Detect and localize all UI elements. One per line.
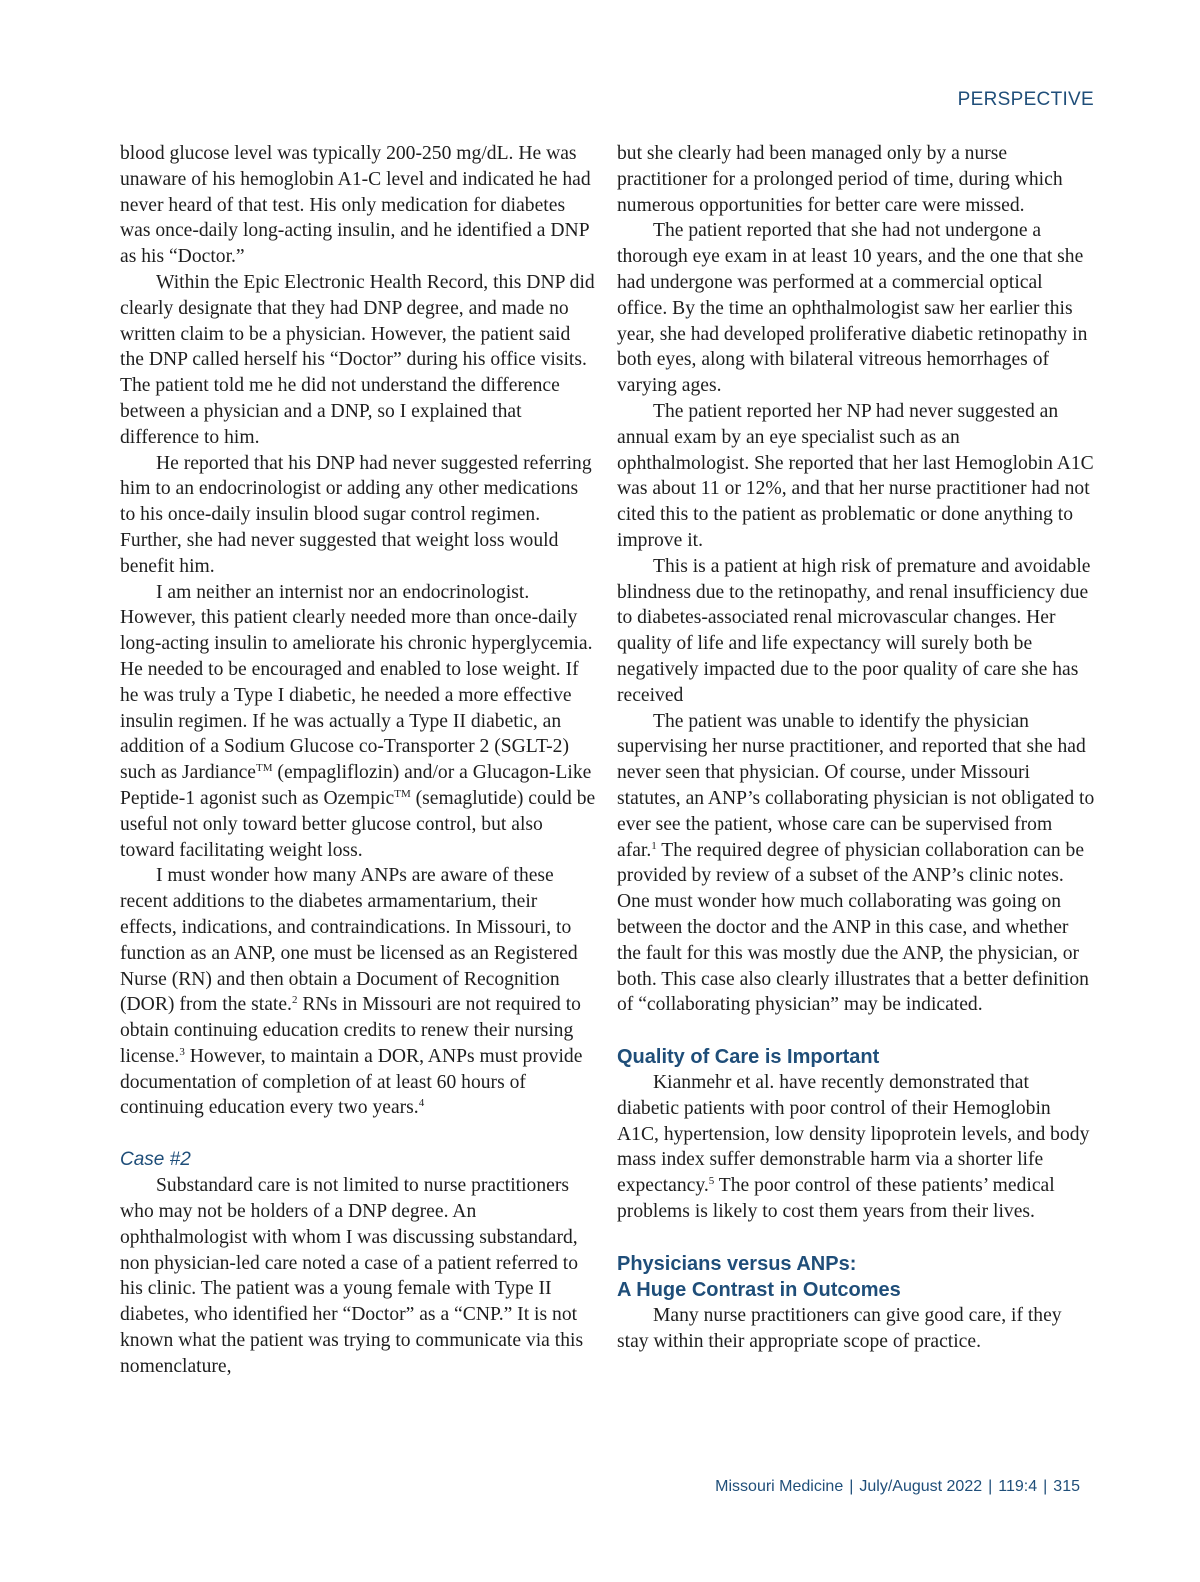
section-heading-quality: Quality of Care is Important — [617, 1046, 880, 1069]
paragraph: The patient reported that she had not undergone a thorough eye exam in at least 10 years, and the one that she had undergone was performed at a commercial optical office. By the time an ophthalmologist saw her earlier this year, she had developed proliferative diabetic retinopathy in both eyes, along with bilateral vitreous hemorrhages of varying ages. — [617, 220, 1088, 397]
reference-marker[interactable]: 1 — [651, 839, 657, 852]
text-run: The required degree of physician collaboration can be provided by review of a subset of the ANP’s clinic notes. One must wonder how much collaborating was going on between the doctor and the ANP in this case, and whether the fault for this was mostly due the ANP, the physician, or both. This case also clearly illustrates that a better definition of “collaborating physician” may be indicated. — [617, 839, 1089, 1016]
paragraph: He reported that his DNP had never suggested referring him to an endocrinologist or adding any other medications to his once-daily insulin blood sugar control regimen. Further, she had never suggested that weight loss would benefit him. — [120, 452, 592, 577]
left-column — [120, 141, 598, 1380]
paragraph — [617, 709, 1095, 1019]
text-run: I must wonder how many ANPs are aware of these recent additions to the diabetes armamentarium, their effects, indications, and contraindications. In Missouri, to function as an ANP, one must be licensed as an Registered Nurse (RN) and then obtain a Document of Recognition (DOR) from the state. — [120, 865, 578, 1016]
text-run: (empagliflozin) and/or a Glucagon-Like Peptide-1 agonist such as Ozempic — [120, 762, 592, 809]
reference-marker[interactable]: 4 — [418, 1097, 425, 1110]
text-run: RNs in Missouri are not required to obtain continuing education credits to renew their nursing license. — [120, 994, 581, 1067]
paragraph — [120, 863, 598, 1121]
footer-separator: | — [849, 1478, 854, 1495]
reference-marker[interactable]: 5 — [708, 1175, 715, 1188]
paragraph — [617, 1070, 1095, 1225]
footer-separator: | — [988, 1478, 993, 1495]
text-run: (semaglutide) could be useful not only toward better glucose control, but also toward facilitating weight loss. — [120, 787, 596, 861]
case-heading: Case #2 — [120, 1149, 191, 1171]
heading-line: Physicians versus ANPs: — [617, 1252, 857, 1275]
paragraph: This is a patient at high risk of premature and avoidable blindness due to the retinopathy, and renal insufficiency due to diabetes-associated renal microvascular changes. Her quality of life and life expectancy will surely both be negatively impacted due to the poor quality of care she has received — [617, 555, 1091, 706]
footer-separator: | — [1043, 1478, 1048, 1495]
paragraph: Many nurse practitioners can give good care, if they stay within their appropriate scope of practice. — [617, 1304, 1062, 1352]
reference-marker[interactable]: 3 — [179, 1045, 185, 1058]
journal-name: Missouri Medicine — [715, 1478, 844, 1495]
trademark-mark: TM — [394, 787, 411, 800]
volume-issue: 119:4 — [998, 1478, 1038, 1495]
right-column — [617, 141, 1095, 1354]
text-run: The patient was unable to identify the physician supervising her nurse practitioner, and reported that she had never seen that physician. Of course, under Missouri statutes, an ANP’s collaborating physician is not obligated to ever see the patient, whose care can be supervised from afar. — [617, 710, 1095, 861]
text-run: The poor control of these patients’ medical problems is likely to cost them years from their lives. — [617, 1175, 1055, 1223]
issue-date: July/August 2022 — [859, 1478, 983, 1495]
paragraph — [120, 580, 598, 864]
page-number: 315 — [1053, 1478, 1080, 1495]
reference-marker[interactable]: 2 — [291, 994, 298, 1007]
section-label: PERSPECTIVE — [957, 89, 1094, 110]
paragraph: blood glucose level was typically 200-250 mg/dL. He was unaware of his hemoglobin A1-C level and indicated he had never heard of that test. His only medication for diabetes was once-daily long-acting insulin, and he identified a DNP as his “Doctor.” — [120, 143, 591, 268]
paragraph: The patient reported her NP had never suggested an annual exam by an eye specialist such as an ophthalmologist. She reported that her last Hemoglobin A1C was about 11 or 12%, and that her nurse practitioner had not cited this to the patient as problematic or done anything to improve it. — [617, 400, 1094, 551]
text-run: I am neither an internist nor an endocrinologist. However, this patient clearly needed more than once-daily long-acting insulin to ameliorate his chronic hyperglycemia. He needed to be encouraged and enabled to lose weight. If he was truly a Type I diabetic, he needed a more effective insulin regimen. If he was actually a Type II diabetic, an addition of a Sodium Glucose co-Transporter 2 (SGLT-2) such as Jardiance — [120, 581, 593, 784]
page-footer — [715, 1478, 1080, 1496]
paragraph: Within the Epic Electronic Health Record, this DNP did clearly designate that they had DNP degree, and made no written claim to be a physician. However, the patient said the DNP called herself his “Doctor” during his office visits. The patient told me he did not understand the difference between a physician and a DNP, so I explained that difference to him. — [120, 271, 595, 448]
heading-line: A Huge Contrast in Outcomes — [617, 1278, 901, 1301]
paragraph: but she clearly had been managed only by a nurse practitioner for a prolonged period of time, during which numerous opportunities for better care were missed. — [617, 143, 1063, 216]
section-heading-physicians — [617, 1251, 1095, 1303]
trademark-mark: TM — [256, 762, 273, 775]
text-run: Kianmehr et al. have recently demonstrated that diabetic patients with poor control of their Hemoglobin A1C, hypertension, low density lipoprotein levels, and body mass index suffer demonstrable harm via a shorter life expectancy. — [617, 1072, 1090, 1197]
paragraph: Substandard care is not limited to nurse practitioners who may not be holders of a DNP degree. An ophthalmologist with whom I was discussing substandard, non physician-led care noted a case of a patient referred to his clinic. The patient was a young female with Type II diabetes, who identified her “Doctor” as a “CNP.” It is not known what the patient was trying to communicate via this nomenclature, — [120, 1175, 584, 1377]
text-run: However, to maintain a DOR, ANPs must provide documentation of completion of at least 60 hours of continuing education every two years. — [120, 1045, 583, 1119]
